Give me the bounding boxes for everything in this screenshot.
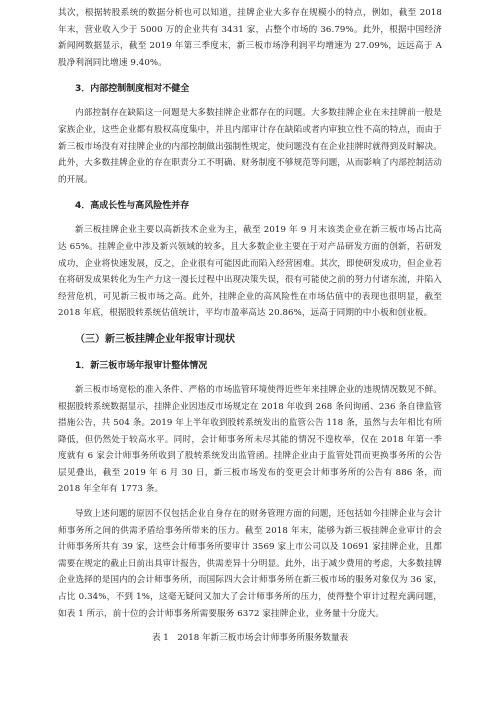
table-caption: 表 1 2018 年新三板市场会计师事务所服务数量表 xyxy=(151,633,349,644)
paragraph-internal-control: 内部控制存在缺陷这一问题是大多数挂牌企业都存在的问题。大多数挂牌企业在未挂牌前一般是家族企业，这些企业都有股权高度集中，并且内部审计存在缺陷或者内审独立性不高的特点，而由于新三板市场没有对挂牌企业的内部控制做出强制性规定，使问题没有在企业挂牌时就得到及时解决。此外，大多数挂牌企业的存在职责分工不明确、财务制度不够规范等问题，从而影响了内部控制活动的开展。 xyxy=(58,108,442,185)
section-heading-audit-status: （三）新三板挂牌企业年报审计现状 xyxy=(75,333,235,345)
heading-audit-overview: 1．新三板市场年报审计整体情况 xyxy=(75,360,208,371)
paragraph-audit-overview: 新三板市场宽松的准入条件、严格的市场监管环境使得近些年来挂牌企业的违规情况数见不鲜。根据股转系统数据显示，挂牌企业因违反市场规定在 2018 年收到 268 条问询函、236 条自律监管措施公告，共 504 条。2019 年上半年收到股转系统发出的监管公告 118 条，虽然与去年相比有所降低，但仍然处于较高水平。同时，会计师事务所未尽其能的情况不遑枚举，仅在 2018 年第一季度就有 6 家会计师事务所收到了股转系统发出监管函。挂牌企业由于监管处罚而更换事务所的公告层见叠出，截至 2019 年 6 月 30 日，新三板市场发布的变更会计师事务所的公告有 886 条，而 2018 年全年有 1773 条。 xyxy=(58,384,442,495)
paragraph-scale: 其次，根据转股系统的数据分析也可以知道，挂牌企业大多存在规模小的特点，例如，截至 2018 年末，营业收入少于 5000 万的企业共有 3431 家，占整个市场的 36.79%。此外，根据中国经济新闻网数据显示，截至 2019 年第三季度末，新三板市场净利润平均增速为 27.09%，远远高于 A 股净利润同比增速 9.40%。 xyxy=(58,8,442,68)
heading-internal-control: 3．内部控制制度相对不健全 xyxy=(75,84,190,95)
heading-growth-risk: 4．高成长性与高风险性并存 xyxy=(75,201,190,212)
paragraph-audit-causes: 导致上述问题的原因不仅包括企业自身存在的财务管理方面的问题，还包括如今挂牌企业与会计师事务所之间的供需矛盾给事务所带来的压力。截至 2018 年末，能够为新三板挂牌企业审计的会计师事务所共有 39 家，这些会计师事务所要审计 3569 家上市公司以及 10691 家挂牌企业，且都需要在规定的截止日前出具审计报告，供需差异十分明显。此外，出于减少费用的考虑，大多数挂牌企业选择的是国内的会计师事务所，而国际四大会计师事务所在新三板市场的服务对象仅为 36 家，占比 0.34%，不到 1%，这毫无疑问又加大了会计师事务所的压力，使得整个审计过程充满问题，如表 1 所示，前十位的会计师事务所需要服务 6372 家挂牌企业，业务量十分庞大。 xyxy=(58,509,442,619)
paragraph-growth-risk: 新三板挂牌企业主要以高新技术企业为主，截至 2019 年 9 月末该类企业在新三板市场占比高达 65%。挂牌企业中涉及新兴领域的较多，且大多数企业主要在于对产品研发方面的创新，若研发成功，企业将快速发展，反之，企业很有可能因此而陷入经营困难。其次，即使研发成功，但企业若在将研发成果转化为生产力这一漫长过程中出现决策失误，很有可能使之前的努力付诸东流，并陷入经营危机，可见新三板市场之高。此外，挂牌企业的高风险性在市场估值中的表现也很明显，截至 2018 年底，根据股转系统估值统计，平均市盈率高达 20.86%，远高于同期的中小板和创业板。 xyxy=(58,225,442,319)
